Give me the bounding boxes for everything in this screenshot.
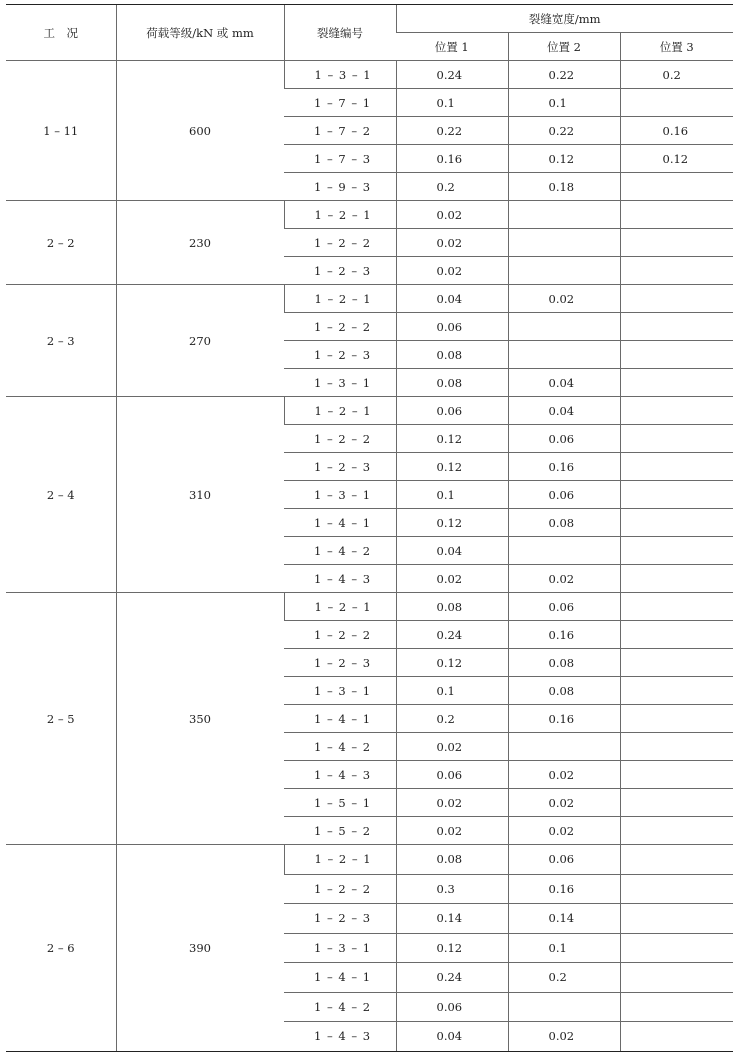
position-2-cell: 0.06 xyxy=(508,425,620,453)
position-3-cell xyxy=(620,649,733,677)
position-2-cell: 0.16 xyxy=(508,453,620,481)
header-position-1: 位置 1 xyxy=(396,33,508,61)
crack-width-table xyxy=(6,4,733,1052)
position-3-cell xyxy=(620,933,733,963)
crack-id-cell: 1 – 3 – 1 xyxy=(284,933,396,963)
position-3-cell xyxy=(620,904,733,934)
position-1-cell: 0.12 xyxy=(396,509,508,537)
crack-id-cell: 1 – 7 – 3 xyxy=(284,145,396,173)
position-1-cell: 0.24 xyxy=(396,61,508,89)
crack-id-cell: 1 – 5 – 2 xyxy=(284,817,396,845)
crack-id-cell: 1 – 2 – 2 xyxy=(284,229,396,257)
position-1-cell: 0.1 xyxy=(396,481,508,509)
position-2-cell: 0.02 xyxy=(508,1022,620,1052)
condition-cell: 2 – 3 xyxy=(6,285,116,397)
position-1-cell: 0.04 xyxy=(396,1022,508,1052)
crack-id-cell: 1 – 2 – 2 xyxy=(284,874,396,904)
position-1-cell: 0.12 xyxy=(396,425,508,453)
crack-id-cell: 1 – 2 – 3 xyxy=(284,649,396,677)
position-3-cell xyxy=(620,509,733,537)
crack-id-cell: 1 – 4 – 1 xyxy=(284,509,396,537)
position-3-cell xyxy=(620,565,733,593)
position-1-cell: 0.02 xyxy=(396,257,508,285)
header-crack-width: 裂缝宽度/mm xyxy=(396,5,733,33)
position-1-cell: 0.02 xyxy=(396,229,508,257)
position-2-cell: 0.04 xyxy=(508,369,620,397)
position-3-cell xyxy=(620,257,733,285)
position-1-cell: 0.2 xyxy=(396,705,508,733)
position-3-cell xyxy=(620,1022,733,1052)
position-2-cell: 0.06 xyxy=(508,845,620,875)
position-2-cell: 0.12 xyxy=(508,145,620,173)
position-2-cell: 0.02 xyxy=(508,789,620,817)
crack-id-cell: 1 – 2 – 3 xyxy=(284,904,396,934)
crack-id-cell: 1 – 4 – 1 xyxy=(284,963,396,993)
position-1-cell: 0.06 xyxy=(396,397,508,425)
position-2-cell: 0.08 xyxy=(508,509,620,537)
position-2-cell: 0.22 xyxy=(508,117,620,145)
condition-cell: 1 – 11 xyxy=(6,61,116,201)
position-2-cell: 0.22 xyxy=(508,61,620,89)
position-3-cell xyxy=(620,761,733,789)
crack-id-cell: 1 – 4 – 2 xyxy=(284,537,396,565)
crack-id-cell: 1 – 3 – 1 xyxy=(284,61,396,89)
table-row xyxy=(6,285,733,313)
position-3-cell xyxy=(620,89,733,117)
position-1-cell: 0.1 xyxy=(396,677,508,705)
position-3-cell xyxy=(620,845,733,875)
position-2-cell: 0.16 xyxy=(508,874,620,904)
position-3-cell xyxy=(620,705,733,733)
position-2-cell: 0.08 xyxy=(508,677,620,705)
position-3-cell xyxy=(620,425,733,453)
crack-id-cell: 1 – 2 – 3 xyxy=(284,453,396,481)
position-2-cell: 0.18 xyxy=(508,173,620,201)
load-level-cell: 390 xyxy=(116,845,284,1052)
table-body xyxy=(6,61,733,1052)
position-1-cell: 0.02 xyxy=(396,817,508,845)
position-1-cell: 0.22 xyxy=(396,117,508,145)
position-2-cell: 0.02 xyxy=(508,817,620,845)
position-3-cell xyxy=(620,537,733,565)
position-2-cell: 0.04 xyxy=(508,397,620,425)
position-3-cell xyxy=(620,621,733,649)
position-1-cell: 0.12 xyxy=(396,453,508,481)
position-1-cell: 0.14 xyxy=(396,904,508,934)
load-level-cell: 270 xyxy=(116,285,284,397)
load-level-cell: 310 xyxy=(116,397,284,593)
crack-id-cell: 1 – 2 – 3 xyxy=(284,257,396,285)
position-3-cell xyxy=(620,817,733,845)
position-2-cell: 0.02 xyxy=(508,565,620,593)
position-3-cell xyxy=(620,481,733,509)
crack-id-cell: 1 – 7 – 2 xyxy=(284,117,396,145)
position-2-cell xyxy=(508,992,620,1022)
table-row xyxy=(6,593,733,621)
crack-id-cell: 1 – 4 – 1 xyxy=(284,705,396,733)
position-2-cell: 0.14 xyxy=(508,904,620,934)
crack-id-cell: 1 – 2 – 1 xyxy=(284,201,396,229)
crack-id-cell: 1 – 4 – 3 xyxy=(284,1022,396,1052)
crack-id-cell: 1 – 3 – 1 xyxy=(284,369,396,397)
position-1-cell: 0.02 xyxy=(396,201,508,229)
crack-id-cell: 1 – 7 – 1 xyxy=(284,89,396,117)
position-3-cell xyxy=(620,593,733,621)
position-1-cell: 0.04 xyxy=(396,285,508,313)
position-2-cell: 0.06 xyxy=(508,481,620,509)
crack-id-cell: 1 – 2 – 2 xyxy=(284,313,396,341)
position-3-cell xyxy=(620,789,733,817)
position-1-cell: 0.08 xyxy=(396,593,508,621)
position-3-cell xyxy=(620,992,733,1022)
position-2-cell: 0.02 xyxy=(508,285,620,313)
position-1-cell: 0.24 xyxy=(396,621,508,649)
load-level-cell: 600 xyxy=(116,61,284,201)
position-3-cell: 0.16 xyxy=(620,117,733,145)
position-3-cell xyxy=(620,397,733,425)
crack-id-cell: 1 – 9 – 3 xyxy=(284,173,396,201)
position-3-cell xyxy=(620,173,733,201)
position-1-cell: 0.2 xyxy=(396,173,508,201)
position-3-cell xyxy=(620,313,733,341)
crack-id-cell: 1 – 3 – 1 xyxy=(284,677,396,705)
position-2-cell xyxy=(508,733,620,761)
position-1-cell: 0.06 xyxy=(396,761,508,789)
load-level-cell: 350 xyxy=(116,593,284,845)
position-2-cell xyxy=(508,313,620,341)
position-2-cell xyxy=(508,537,620,565)
position-2-cell xyxy=(508,257,620,285)
position-1-cell: 0.08 xyxy=(396,341,508,369)
position-3-cell xyxy=(620,341,733,369)
position-3-cell: 0.12 xyxy=(620,145,733,173)
position-3-cell xyxy=(620,229,733,257)
header-load-level: 荷载等级/kN 或 mm xyxy=(116,5,284,61)
position-3-cell xyxy=(620,453,733,481)
table-row xyxy=(6,397,733,425)
position-3-cell: 0.2 xyxy=(620,61,733,89)
crack-id-cell: 1 – 2 – 2 xyxy=(284,425,396,453)
position-2-cell xyxy=(508,229,620,257)
position-3-cell xyxy=(620,369,733,397)
crack-id-cell: 1 – 4 – 3 xyxy=(284,761,396,789)
position-3-cell xyxy=(620,201,733,229)
crack-id-cell: 1 – 2 – 1 xyxy=(284,285,396,313)
load-level-cell: 230 xyxy=(116,201,284,285)
position-1-cell: 0.12 xyxy=(396,649,508,677)
crack-id-cell: 1 – 2 – 1 xyxy=(284,845,396,875)
position-2-cell: 0.1 xyxy=(508,933,620,963)
position-3-cell xyxy=(620,733,733,761)
position-1-cell: 0.02 xyxy=(396,789,508,817)
condition-cell: 2 – 5 xyxy=(6,593,116,845)
position-2-cell: 0.2 xyxy=(508,963,620,993)
position-3-cell xyxy=(620,963,733,993)
header-condition: 工 况 xyxy=(6,5,116,61)
crack-id-cell: 1 – 3 – 1 xyxy=(284,481,396,509)
table-row xyxy=(6,201,733,229)
condition-cell: 2 – 6 xyxy=(6,845,116,1052)
table-header xyxy=(6,5,733,61)
position-1-cell: 0.24 xyxy=(396,963,508,993)
position-1-cell: 0.16 xyxy=(396,145,508,173)
position-1-cell: 0.12 xyxy=(396,933,508,963)
condition-cell: 2 – 2 xyxy=(6,201,116,285)
table-row xyxy=(6,845,733,875)
position-1-cell: 0.08 xyxy=(396,369,508,397)
condition-cell: 2 – 4 xyxy=(6,397,116,593)
position-1-cell: 0.06 xyxy=(396,313,508,341)
position-2-cell: 0.02 xyxy=(508,761,620,789)
position-1-cell: 0.02 xyxy=(396,733,508,761)
position-1-cell: 0.02 xyxy=(396,565,508,593)
position-2-cell: 0.06 xyxy=(508,593,620,621)
position-2-cell: 0.16 xyxy=(508,705,620,733)
crack-id-cell: 1 – 2 – 1 xyxy=(284,593,396,621)
crack-id-cell: 1 – 4 – 2 xyxy=(284,733,396,761)
crack-id-cell: 1 – 4 – 2 xyxy=(284,992,396,1022)
position-1-cell: 0.1 xyxy=(396,89,508,117)
crack-id-cell: 1 – 2 – 1 xyxy=(284,397,396,425)
position-1-cell: 0.3 xyxy=(396,874,508,904)
position-2-cell: 0.1 xyxy=(508,89,620,117)
header-crack-id: 裂缝编号 xyxy=(284,5,396,61)
crack-id-cell: 1 – 2 – 2 xyxy=(284,621,396,649)
header-position-2: 位置 2 xyxy=(508,33,620,61)
table-row xyxy=(6,61,733,89)
position-2-cell xyxy=(508,341,620,369)
position-1-cell: 0.04 xyxy=(396,537,508,565)
position-2-cell xyxy=(508,201,620,229)
crack-id-cell: 1 – 2 – 3 xyxy=(284,341,396,369)
position-1-cell: 0.08 xyxy=(396,845,508,875)
position-3-cell xyxy=(620,285,733,313)
position-3-cell xyxy=(620,677,733,705)
crack-id-cell: 1 – 4 – 3 xyxy=(284,565,396,593)
position-3-cell xyxy=(620,874,733,904)
position-1-cell: 0.06 xyxy=(396,992,508,1022)
header-position-3: 位置 3 xyxy=(620,33,733,61)
position-2-cell: 0.16 xyxy=(508,621,620,649)
position-2-cell: 0.08 xyxy=(508,649,620,677)
crack-id-cell: 1 – 5 – 1 xyxy=(284,789,396,817)
